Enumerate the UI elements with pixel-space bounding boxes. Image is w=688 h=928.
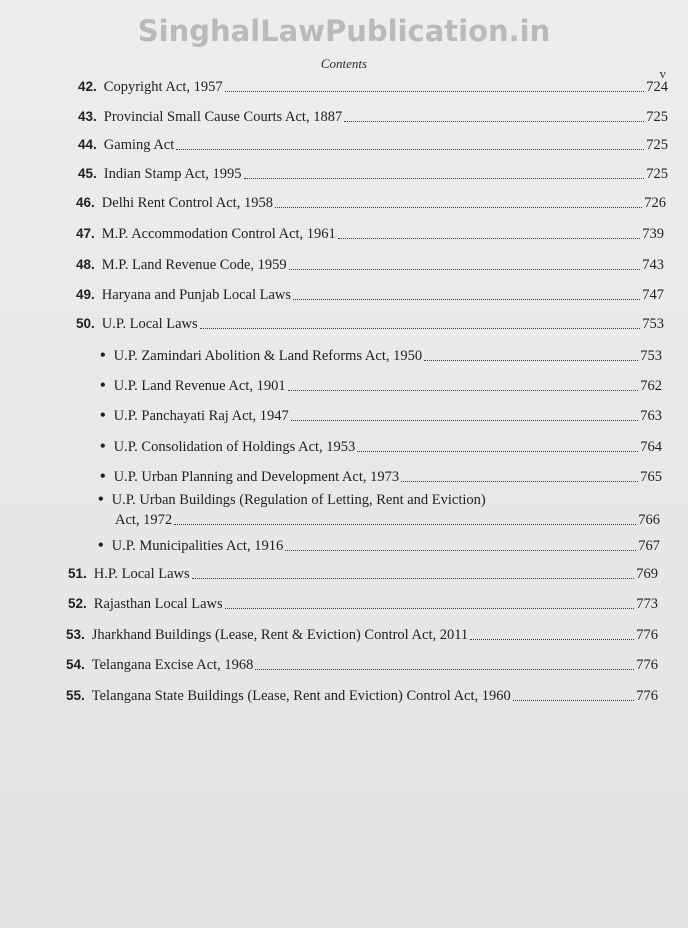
dot-leader (344, 121, 644, 122)
toc-subentry (100, 466, 662, 486)
toc-subentry (100, 345, 662, 365)
toc-subentry (98, 535, 660, 555)
entry-page: 725 (646, 109, 668, 125)
toc-entry (76, 223, 664, 243)
entry-page: 769 (636, 566, 658, 582)
entry-title: U.P. Municipalities Act, 1916 (111, 538, 284, 554)
dot-leader (176, 149, 644, 150)
entry-page: 773 (636, 596, 658, 612)
entry-page: 776 (636, 688, 658, 704)
entry-number: 55. (66, 688, 85, 703)
entry-title: U.P. Consolidation of Holdings Act, 1953 (113, 439, 356, 455)
dot-leader (289, 269, 641, 270)
entry-page: 743 (642, 257, 664, 273)
entry-number: 50. (76, 316, 95, 331)
entry-page: 753 (640, 348, 662, 364)
entry-title-line1: U.P. Urban Buildings (Regulation of Letting, Rent and Eviction) (111, 492, 486, 508)
toc-subentry (100, 375, 662, 395)
dot-leader (293, 299, 640, 300)
entry-title: U.P. Zamindari Abolition & Land Reforms Act, 1950 (113, 348, 423, 364)
entry-title: Rajasthan Local Laws (93, 596, 223, 612)
toc-entry (76, 284, 664, 304)
toc-entry (76, 313, 664, 333)
toc-entry (66, 624, 658, 644)
dot-leader (288, 390, 639, 391)
toc-entry (78, 134, 668, 154)
entry-page: 766 (638, 512, 660, 528)
page-number: v (659, 66, 666, 81)
dot-leader (424, 360, 638, 361)
entry-number: 52. (68, 596, 87, 611)
entry-title: Provincial Small Cause Courts Act, 1887 (103, 109, 343, 125)
entry-number: 42. (78, 79, 97, 94)
entry-number: 51. (68, 566, 87, 581)
entry-page: 753 (642, 316, 664, 332)
entry-number: 45. (78, 166, 97, 181)
entry-number: 47. (76, 226, 95, 241)
entry-title: U.P. Land Revenue Act, 1901 (113, 378, 286, 394)
dot-leader (192, 578, 635, 579)
entry-number: 54. (66, 657, 85, 672)
entry-title: Telangana State Buildings (Lease, Rent and Eviction) Control Act, 1960 (91, 688, 511, 704)
watermark-text: SinghalLawPublication.in (137, 14, 551, 48)
entry-number: 49. (76, 287, 95, 302)
entry-title: H.P. Local Laws (93, 566, 190, 582)
dot-leader (275, 207, 642, 208)
entry-page: 765 (640, 469, 662, 485)
entry-page: 763 (640, 408, 662, 424)
toc-entry (66, 654, 658, 674)
dot-leader (513, 700, 634, 701)
toc-entry (68, 563, 658, 583)
toc-subentry (100, 436, 662, 456)
entry-page: 725 (646, 137, 668, 153)
entry-page: 747 (642, 287, 664, 303)
entry-page: 767 (638, 538, 660, 554)
dot-leader (200, 328, 641, 329)
toc-entry (76, 254, 664, 274)
entry-title: Haryana and Punjab Local Laws (101, 287, 292, 303)
toc-entry (66, 685, 658, 705)
entry-number: 44. (78, 137, 97, 152)
toc-entry (78, 106, 668, 126)
entry-title: Gaming Act (103, 137, 175, 153)
entry-page: 724 (646, 79, 668, 95)
dot-leader (174, 524, 636, 525)
entry-title: Jharkhand Buildings (Lease, Rent & Eviction) Control Act, 2011 (91, 627, 469, 643)
entry-title: U.P. Urban Planning and Development Act, 1973 (113, 469, 400, 485)
entry-title: M.P. Accommodation Control Act, 1961 (101, 226, 336, 242)
toc-subentry (100, 405, 662, 425)
entry-number: 48. (76, 257, 95, 272)
toc-entry (78, 76, 668, 96)
entry-title: Delhi Rent Control Act, 1958 (101, 195, 273, 211)
entry-number: 43. (78, 109, 97, 124)
entry-number: 46. (76, 195, 95, 210)
dot-leader (225, 91, 645, 92)
dot-leader (470, 639, 634, 640)
entry-title: Telangana Excise Act, 1968 (91, 657, 254, 673)
bullet-icon: • (100, 468, 106, 485)
running-head: Contents (320, 56, 368, 71)
toc-subentry-multiline (98, 491, 660, 529)
bullet-icon: • (98, 537, 104, 554)
entry-title: Indian Stamp Act, 1995 (103, 166, 242, 182)
entry-page: 726 (644, 195, 666, 211)
entry-page: 776 (636, 627, 658, 643)
dot-leader (225, 608, 635, 609)
dot-leader (338, 238, 640, 239)
toc-entry (68, 593, 658, 613)
entry-page: 762 (640, 378, 662, 394)
bullet-icon: • (100, 438, 106, 455)
toc-entry (78, 163, 668, 183)
entry-title: Copyright Act, 1957 (103, 79, 223, 95)
dot-leader (285, 550, 636, 551)
bullet-icon: • (100, 377, 106, 394)
entry-page: 764 (640, 439, 662, 455)
bullet-icon: • (98, 491, 104, 508)
entry-title: M.P. Land Revenue Code, 1959 (101, 257, 287, 273)
entry-title: U.P. Panchayati Raj Act, 1947 (113, 408, 289, 424)
entry-page: 776 (636, 657, 658, 673)
dot-leader (357, 451, 638, 452)
dot-leader (401, 481, 638, 482)
dot-leader (291, 420, 638, 421)
entry-title-line2: Act, 1972 (115, 512, 173, 528)
entry-page: 725 (646, 166, 668, 182)
toc-entry (76, 192, 666, 212)
entry-title: U.P. Local Laws (101, 316, 198, 332)
bullet-icon: • (100, 407, 106, 424)
entry-number: 53. (66, 627, 85, 642)
entry-page: 739 (642, 226, 664, 242)
dot-leader (255, 669, 634, 670)
bullet-icon: • (100, 347, 106, 364)
dot-leader (244, 178, 645, 179)
